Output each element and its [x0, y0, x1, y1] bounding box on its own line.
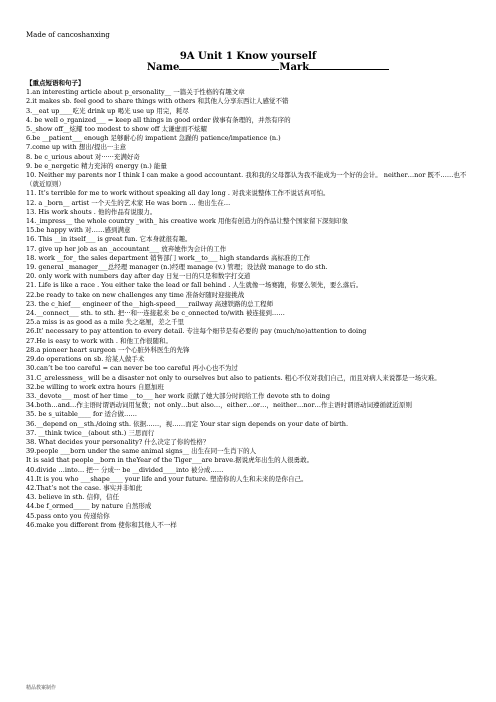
phrase-line: 21. Life is like a race . You either take the lead or fall behind . 人生就像一场赛跑，你要么领先，要么落后。 [26, 281, 363, 290]
phrase-line: 5._show off__炫耀 too modest to show off 太谦虚而不炫耀 [26, 125, 207, 134]
title-unit: 9A Unit 1 Know yourself [179, 51, 317, 62]
phrase-line: 19. general _manager___总经理 manager (n.)经理 manage (v.) 管理；设法做 manage to do sth. [26, 263, 328, 272]
phrase-line: 6.be __patient___ enough 足够耐心的 impatient 急躁的 patience/impatience (n.) [26, 134, 281, 143]
phrase-line: 20. only work with numbers day after day 日复一日的只是和数字打交道 [26, 272, 251, 281]
phrase-line: It is said that people__born in theYear of the Tiger___are brave.据说虎年出生的人很勇敢。 [26, 456, 314, 465]
phrase-line: 36.__depend on__sth./doing sth. 依据……，视……而定 Your star sign depends on your date of birth. [26, 419, 349, 428]
phrase-line: 13. His work shouts . 他的作品有说服力。 [26, 207, 157, 216]
section-heading: 【重点短语和句子】 [26, 79, 85, 87]
phrase-line: 45.pass onto you 传递给你 [26, 511, 110, 520]
phrase-line: 29.do operations on sb. 给某人做手术 [26, 355, 145, 364]
phrase-line: 30.can’t be too careful = can never be too careful 再小心也不为过 [26, 364, 238, 373]
phrase-line: 15.be happy with 对……感到满意 [26, 226, 131, 235]
phrase-line: 23. the c_hief___ engineer of the__high-speed____railway 高速铁路的总工程师 [26, 299, 274, 308]
phrase-line: 42.That’s not the case. 事实并非如此 [26, 483, 143, 492]
phrase-line: 31.C_arelessness_ will be a disaster not only to ourselves but also to patients. 粗心不仅对我们自己，而且对病人来说都是一场灾难。 [26, 373, 441, 382]
phrase-line: 28.a pioneer heart surgeon 一个心脏外科医生的先锋 [26, 345, 190, 354]
phrase-line: 7.come up with 想出/提出···主意 [26, 143, 127, 152]
name-mark-line [107, 62, 389, 73]
phrase-line: 8. be c_urious about 对······充满好奇 [26, 152, 140, 161]
phrase-line: 33._devote___ most of her time __to___ her work 贡献了她大部分时间给工作 devote sth to doing [26, 391, 331, 400]
phrase-line: 11. It’s terrible for me to work without speaking all day long . 对我来说整体工作不说话真可怕。 [26, 189, 330, 198]
mark-blank [309, 68, 389, 70]
name-blank [179, 68, 279, 70]
phrase-line: 18. work __for_ the sales department 销售部门 work__to___ high standards 高标准的工作 [26, 253, 310, 262]
phrase-line: 3.__eat up____吃光 drink up 喝光 use up 用完，耗尽 [26, 106, 189, 115]
phrase-line: 34.both…and…作主语时谓语动词用复数；not only…but also…，either…or…，neither…nor…作主语时谓语动词遵循就近原则 [26, 401, 413, 410]
lines-container [26, 88, 474, 530]
phrase-line: 14._impress__ the whole country _with_ his creative work 用他有创造力的作品让整个国家留下深刻印象 [26, 217, 348, 226]
page-footer: 精品教案制作 [26, 685, 57, 691]
phrase-line: 17. give up her job as an _accountant___ 放弃她作为会计的工作 [26, 244, 227, 253]
phrase-line: 43. believe in sth. 信仰，信任 [26, 493, 120, 502]
phrase-list [26, 79, 474, 530]
phrase-line: 12. a _born__ artist 一个天生的艺术家 He was born … 他出生在… [26, 198, 231, 207]
phrase-line: 41.It is you who ___shape____ your life and your future. 塑造你的人生和未来的是你自己。 [26, 474, 308, 483]
page-title [0, 51, 496, 73]
phrase-line: 1.an interesting article about p_ersonality__ 一篇关于性格的有趣文章 [26, 88, 245, 97]
phrase-line: 38. What decides your personality? 什么决定了你的性格？ [26, 437, 210, 446]
phrase-line: 27.He is easy to work with . 和他工作很随和。 [26, 336, 173, 345]
phrase-line: 46.make you different from 使你和其他人不一样 [26, 520, 177, 529]
phrase-line: 44.be f_ormed_____ by nature 自然形成 [26, 502, 152, 511]
phrase-line: 22.be ready to take on new challenges any time 准备好随时迎接挑战 [26, 290, 245, 299]
phrase-line: 16. This __in itself___ is great fun. 它本身就很有趣。 [26, 235, 192, 244]
phrase-line: 35. be s_uitable____ for 适合做…… [26, 410, 137, 419]
phrase-line: 10. Neither my parents nor I think I can make a good accountant. 我和我的父母都认为我不能成为一个好的会计。 neither…nor 既不……也不 （就近原则） [26, 171, 467, 189]
phrase-line: 32.be willing to work extra hours 自愿加班 [26, 382, 164, 391]
phrase-line: 37. __think twice__(about sth.) 三思而行 [26, 428, 155, 437]
phrase-line: 2.it makes sb. feel good to share things with others 和其他人分享东西让人感觉不错 [26, 97, 289, 106]
phrase-line: 40.divide …into… 把··· 分成··· be __divided____into 被分成…… [26, 465, 224, 474]
phrase-line: 24.__connect___ sth. to sth. 把···和···连接起来 be c_onnected to/with 被连接到…… [26, 309, 285, 318]
name-label: Name [146, 62, 180, 73]
phrase-line: 25.a miss is as good as a mile 失之毫厘，差之千里 [26, 318, 185, 327]
page-header: Made of cancoshanxing [26, 31, 110, 39]
phrase-line: 39.people ___born under the same animal signs__ 出生在同一生肖下的人 [26, 447, 257, 456]
mark-label: Mark [279, 62, 310, 73]
phrase-line: 9. be e_nergetic 精力充沛的 energy (n.) 能量 [26, 161, 167, 170]
phrase-line: 4. be well o_rganized___ = keep all things in good order 做事有条理的，并然有序的 [26, 115, 291, 124]
phrase-line: 26.It’ necessary to pay attention to every detail. 专注每个细节是有必要的 pay (much/no)attention to doing [26, 327, 367, 336]
